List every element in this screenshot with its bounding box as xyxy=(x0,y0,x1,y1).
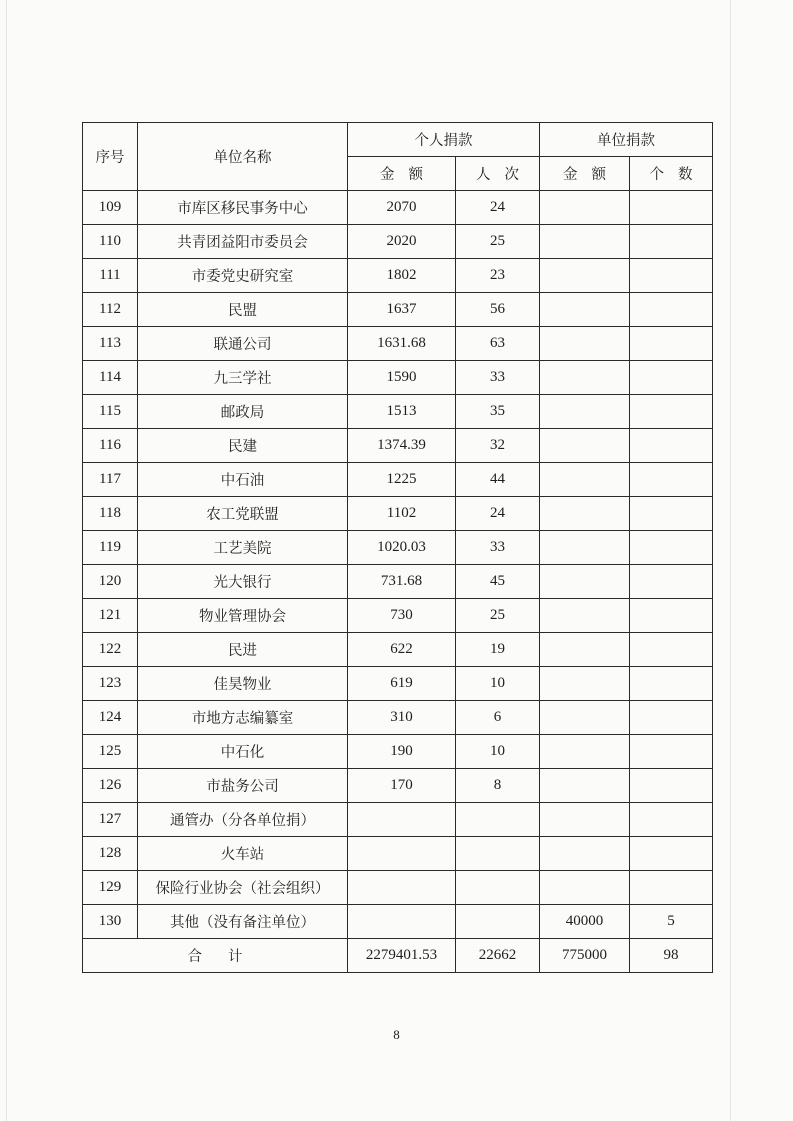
donation-table xyxy=(82,122,713,973)
table-row xyxy=(83,531,713,565)
cell-unit-name: 九三学社 xyxy=(138,361,348,395)
cell-seq: 116 xyxy=(83,429,138,463)
cell-unit-count xyxy=(630,293,713,327)
cell-seq: 128 xyxy=(83,837,138,871)
cell-unit-amount xyxy=(540,735,630,769)
total-personal-amount: 2279401.53 xyxy=(348,939,456,973)
cell-seq: 111 xyxy=(83,259,138,293)
cell-unit-amount xyxy=(540,803,630,837)
cell-unit-amount xyxy=(540,769,630,803)
cell-personal-amount: 1225 xyxy=(348,463,456,497)
cell-unit-amount xyxy=(540,565,630,599)
table-row xyxy=(83,599,713,633)
header-unit-count: 个数 xyxy=(630,157,713,191)
cell-unit-name: 物业管理协会 xyxy=(138,599,348,633)
table-row xyxy=(83,667,713,701)
cell-unit-amount xyxy=(540,395,630,429)
cell-seq: 119 xyxy=(83,531,138,565)
cell-unit-amount xyxy=(540,429,630,463)
table-row xyxy=(83,293,713,327)
cell-seq: 130 xyxy=(83,905,138,939)
cell-personal-count: 63 xyxy=(456,327,540,361)
cell-seq: 123 xyxy=(83,667,138,701)
cell-unit-amount xyxy=(540,191,630,225)
table-body xyxy=(83,191,713,939)
table-row xyxy=(83,497,713,531)
table-row xyxy=(83,395,713,429)
cell-unit-count xyxy=(630,633,713,667)
cell-unit-name: 通管办（分各单位捐） xyxy=(138,803,348,837)
table-row xyxy=(83,361,713,395)
cell-unit-name: 联通公司 xyxy=(138,327,348,361)
table-row xyxy=(83,837,713,871)
cell-personal-amount: 1102 xyxy=(348,497,456,531)
cell-personal-count: 35 xyxy=(456,395,540,429)
cell-seq: 124 xyxy=(83,701,138,735)
table-row xyxy=(83,463,713,497)
header-personal-amount: 金额 xyxy=(348,157,456,191)
cell-unit-count xyxy=(630,429,713,463)
cell-unit-name: 农工党联盟 xyxy=(138,497,348,531)
cell-personal-amount: 730 xyxy=(348,599,456,633)
cell-seq: 120 xyxy=(83,565,138,599)
cell-unit-amount xyxy=(540,531,630,565)
total-label: 合计 xyxy=(83,939,348,973)
cell-unit-name: 民盟 xyxy=(138,293,348,327)
cell-personal-count: 24 xyxy=(456,497,540,531)
cell-unit-amount: 40000 xyxy=(540,905,630,939)
cell-personal-count: 33 xyxy=(456,361,540,395)
cell-unit-amount xyxy=(540,327,630,361)
cell-unit-amount xyxy=(540,599,630,633)
cell-unit-name: 市委党史研究室 xyxy=(138,259,348,293)
cell-unit-amount xyxy=(540,497,630,531)
cell-personal-count: 19 xyxy=(456,633,540,667)
table-row xyxy=(83,259,713,293)
cell-personal-count xyxy=(456,871,540,905)
cell-seq: 114 xyxy=(83,361,138,395)
cell-personal-count xyxy=(456,803,540,837)
cell-seq: 121 xyxy=(83,599,138,633)
cell-unit-amount xyxy=(540,361,630,395)
cell-unit-count xyxy=(630,531,713,565)
cell-seq: 113 xyxy=(83,327,138,361)
cell-seq: 122 xyxy=(83,633,138,667)
cell-personal-count: 23 xyxy=(456,259,540,293)
cell-personal-amount: 1513 xyxy=(348,395,456,429)
table-row xyxy=(83,191,713,225)
header-unit-name: 单位名称 xyxy=(138,123,348,191)
cell-unit-count xyxy=(630,361,713,395)
cell-unit-count xyxy=(630,837,713,871)
cell-unit-amount xyxy=(540,633,630,667)
cell-seq: 112 xyxy=(83,293,138,327)
header-row-top xyxy=(83,123,713,157)
cell-unit-count xyxy=(630,395,713,429)
cell-unit-count xyxy=(630,735,713,769)
cell-personal-count: 8 xyxy=(456,769,540,803)
cell-seq: 115 xyxy=(83,395,138,429)
cell-unit-name: 佳昊物业 xyxy=(138,667,348,701)
header-seq: 序号 xyxy=(83,123,138,191)
cell-unit-amount xyxy=(540,225,630,259)
cell-seq: 117 xyxy=(83,463,138,497)
cell-unit-name: 民建 xyxy=(138,429,348,463)
table-row xyxy=(83,327,713,361)
header-unit-donation: 单位捐款 xyxy=(540,123,713,157)
cell-seq: 129 xyxy=(83,871,138,905)
cell-unit-name: 火车站 xyxy=(138,837,348,871)
cell-personal-amount: 1590 xyxy=(348,361,456,395)
cell-unit-name: 共青团益阳市委员会 xyxy=(138,225,348,259)
table-row xyxy=(83,735,713,769)
cell-unit-count xyxy=(630,463,713,497)
scan-edge-right xyxy=(730,0,731,1121)
cell-personal-count: 44 xyxy=(456,463,540,497)
table-row xyxy=(83,633,713,667)
header-personal-donation: 个人捐款 xyxy=(348,123,540,157)
scan-edge-left xyxy=(6,0,7,1121)
cell-personal-count xyxy=(456,837,540,871)
cell-unit-count: 5 xyxy=(630,905,713,939)
cell-seq: 127 xyxy=(83,803,138,837)
cell-unit-count xyxy=(630,327,713,361)
header-personal-count: 人次 xyxy=(456,157,540,191)
cell-personal-count: 6 xyxy=(456,701,540,735)
cell-personal-count: 33 xyxy=(456,531,540,565)
cell-personal-amount: 1631.68 xyxy=(348,327,456,361)
table-row xyxy=(83,905,713,939)
table-row xyxy=(83,429,713,463)
cell-unit-amount xyxy=(540,259,630,293)
cell-unit-amount xyxy=(540,463,630,497)
cell-personal-count: 24 xyxy=(456,191,540,225)
cell-unit-count xyxy=(630,225,713,259)
cell-personal-amount: 1020.03 xyxy=(348,531,456,565)
cell-personal-amount: 310 xyxy=(348,701,456,735)
cell-personal-count: 56 xyxy=(456,293,540,327)
cell-unit-name: 中石化 xyxy=(138,735,348,769)
cell-unit-count xyxy=(630,599,713,633)
cell-personal-count: 10 xyxy=(456,667,540,701)
cell-personal-amount: 2070 xyxy=(348,191,456,225)
total-unit-count: 98 xyxy=(630,939,713,973)
cell-unit-name: 市库区移民事务中心 xyxy=(138,191,348,225)
cell-unit-count xyxy=(630,565,713,599)
table-row xyxy=(83,803,713,837)
cell-personal-count: 25 xyxy=(456,599,540,633)
cell-unit-amount xyxy=(540,837,630,871)
cell-unit-count xyxy=(630,769,713,803)
cell-personal-amount: 622 xyxy=(348,633,456,667)
cell-seq: 126 xyxy=(83,769,138,803)
cell-unit-name: 工艺美院 xyxy=(138,531,348,565)
cell-unit-count xyxy=(630,497,713,531)
cell-unit-count xyxy=(630,667,713,701)
cell-personal-count: 10 xyxy=(456,735,540,769)
cell-personal-amount: 1637 xyxy=(348,293,456,327)
cell-seq: 118 xyxy=(83,497,138,531)
table-row xyxy=(83,225,713,259)
cell-personal-amount: 2020 xyxy=(348,225,456,259)
cell-unit-name: 邮政局 xyxy=(138,395,348,429)
cell-personal-amount xyxy=(348,803,456,837)
cell-unit-name: 市盐务公司 xyxy=(138,769,348,803)
cell-unit-amount xyxy=(540,293,630,327)
cell-personal-amount: 170 xyxy=(348,769,456,803)
cell-unit-amount xyxy=(540,701,630,735)
cell-personal-amount: 1374.39 xyxy=(348,429,456,463)
cell-personal-amount xyxy=(348,905,456,939)
cell-unit-name: 光大银行 xyxy=(138,565,348,599)
cell-unit-count xyxy=(630,259,713,293)
cell-personal-count: 25 xyxy=(456,225,540,259)
cell-personal-count: 45 xyxy=(456,565,540,599)
table-row xyxy=(83,871,713,905)
cell-personal-amount xyxy=(348,837,456,871)
cell-seq: 109 xyxy=(83,191,138,225)
cell-personal-amount: 731.68 xyxy=(348,565,456,599)
cell-unit-count xyxy=(630,803,713,837)
total-personal-count: 22662 xyxy=(456,939,540,973)
cell-seq: 110 xyxy=(83,225,138,259)
cell-personal-amount: 1802 xyxy=(348,259,456,293)
total-unit-amount: 775000 xyxy=(540,939,630,973)
table-row xyxy=(83,701,713,735)
cell-unit-amount xyxy=(540,667,630,701)
cell-personal-count: 32 xyxy=(456,429,540,463)
cell-personal-amount: 190 xyxy=(348,735,456,769)
cell-unit-count xyxy=(630,191,713,225)
table-row xyxy=(83,565,713,599)
cell-unit-name: 中石油 xyxy=(138,463,348,497)
cell-seq: 125 xyxy=(83,735,138,769)
total-row xyxy=(83,939,713,973)
cell-personal-amount: 619 xyxy=(348,667,456,701)
cell-unit-name: 民进 xyxy=(138,633,348,667)
page-number: 8 xyxy=(393,1027,400,1042)
cell-unit-amount xyxy=(540,871,630,905)
table-row xyxy=(83,769,713,803)
cell-unit-count xyxy=(630,871,713,905)
header-unit-amount: 金额 xyxy=(540,157,630,191)
cell-personal-amount xyxy=(348,871,456,905)
cell-unit-name: 保险行业协会（社会组织） xyxy=(138,871,348,905)
cell-personal-count xyxy=(456,905,540,939)
cell-unit-name: 市地方志编纂室 xyxy=(138,701,348,735)
cell-unit-count xyxy=(630,701,713,735)
cell-unit-name: 其他（没有备注单位） xyxy=(138,905,348,939)
